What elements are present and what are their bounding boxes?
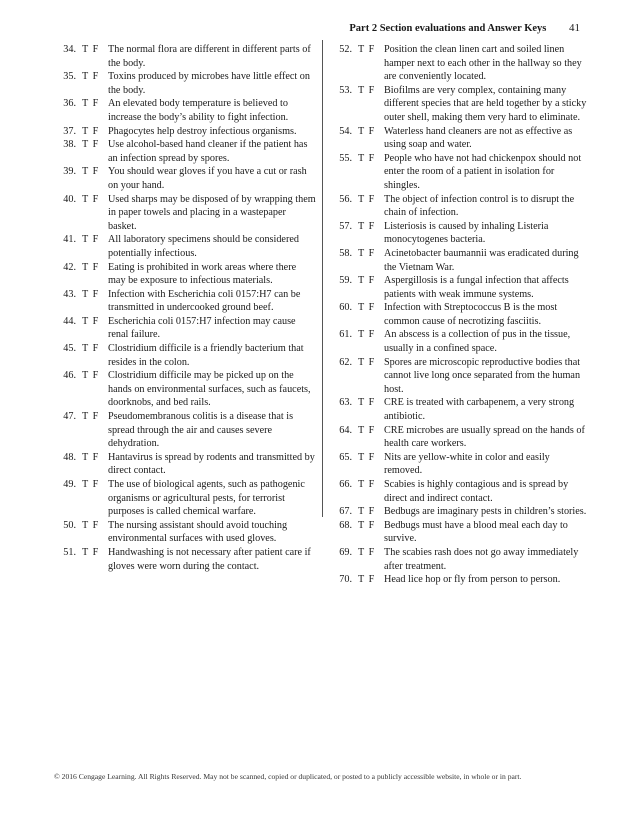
true-false-choices: T F: [358, 546, 375, 558]
question-item: [54, 478, 316, 519]
question-text: The normal flora are different in different parts of the body.: [108, 44, 311, 69]
question-number: 49.: [63, 479, 76, 490]
question-text: Handwashing is not necessary after patient care if gloves were worn during the contact.: [108, 546, 311, 572]
question-item: [330, 274, 588, 301]
question-item: [330, 546, 588, 573]
question-text: Nits are yellow-white in color and easily removed.: [384, 451, 550, 477]
true-false-choices: T F: [358, 247, 375, 259]
question-number: 50.: [63, 519, 76, 531]
question-number: 63.: [339, 397, 352, 409]
question-item: [330, 193, 588, 220]
question-text: Spores are microscopic reproductive bodies that cannot live long once separated from the human host.: [384, 356, 581, 395]
true-false-choices: T F: [358, 451, 375, 463]
question-text: Use alcohol-based hand cleaner if the patient has an infection spread by spores.: [108, 139, 308, 164]
question-text: The use of biological agents, such as pathogenic organisms or agricultural pests, for terrorist purposes is called chemical warfare.: [108, 479, 305, 518]
question-item: [54, 43, 316, 70]
question-number: 51.: [63, 546, 76, 558]
question-text: Escherichia coli 0157:H7 infection may cause renal failure.: [108, 315, 296, 341]
question-number: 46.: [63, 370, 76, 382]
question-item: [54, 288, 316, 315]
question-text: Scabies is highly contagious and is spread by direct and indirect contact.: [384, 479, 569, 504]
true-false-choices: T F: [358, 574, 375, 586]
true-false-choices: T F: [358, 356, 375, 368]
question-text: Eating is prohibited in work areas where there may be exposure to infectious materials.: [108, 261, 297, 287]
question-text: Head lice hop or fly from person to person.: [384, 574, 561, 586]
question-number: 56.: [339, 193, 352, 205]
true-false-choices: T F: [358, 479, 375, 490]
question-item: [330, 519, 588, 546]
question-text: You should wear gloves if you have a cut or rash on your hand.: [108, 166, 307, 191]
question-text: All laboratory specimens should be considered potentially infectious.: [108, 234, 299, 259]
true-false-choices: T F: [82, 234, 99, 246]
true-false-choices: T F: [358, 424, 375, 436]
question-number: 41.: [63, 234, 76, 246]
question-text: Waterless hand cleaners are not as effective as using soap and water.: [384, 125, 573, 151]
question-text: Pseudomembranous colitis is a disease that is spread through the air and causes severe dehydration.: [108, 411, 294, 450]
true-false-choices: T F: [358, 519, 375, 531]
question-number: 42.: [63, 261, 76, 273]
question-number: 47.: [63, 411, 76, 423]
question-number: 55.: [339, 152, 352, 164]
question-item: [330, 573, 588, 587]
question-text: Used sharps may be disposed of by wrapping them in paper towels and placing in a wastepaper basket.: [108, 193, 316, 232]
true-false-choices: T F: [358, 193, 375, 205]
true-false-choices: T F: [82, 288, 99, 300]
question-number: 38.: [63, 139, 76, 151]
question-text: The object of infection control is to disrupt the chain of infection.: [384, 193, 575, 219]
question-text: Bedbugs must have a blood meal each day to survive.: [384, 519, 568, 545]
question-text: The scabies rash does not go away immediately after treatment.: [384, 546, 579, 572]
question-item: [54, 125, 316, 139]
question-item: [54, 70, 316, 97]
true-false-choices: T F: [358, 275, 375, 287]
true-false-choices: T F: [82, 139, 99, 151]
question-item: [54, 138, 316, 165]
question-item: [330, 220, 588, 247]
question-text: Toxins produced by microbes have little effect on the body.: [108, 71, 310, 96]
question-item: [330, 451, 588, 478]
question-number: 60.: [339, 302, 352, 314]
question-number: 48.: [63, 451, 76, 463]
question-text: An elevated body temperature is believed to increase the body’s ability to fight infection.: [108, 98, 289, 123]
question-number: 70.: [339, 574, 352, 586]
question-number: 67.: [339, 506, 352, 518]
question-item: [54, 342, 316, 369]
true-false-choices: T F: [358, 397, 375, 409]
question-item: [54, 233, 316, 260]
true-false-choices: T F: [82, 343, 99, 355]
question-item: [330, 43, 588, 84]
question-number: 69.: [339, 546, 352, 558]
question-number: 66.: [339, 479, 352, 490]
true-false-choices: T F: [82, 98, 99, 110]
question-number: 65.: [339, 451, 352, 463]
true-false-choices: T F: [82, 519, 99, 531]
question-text: Position the clean linen cart and soiled linen hamper next to each other in the hallway so they are conveniently located.: [384, 44, 582, 83]
question-text: Bedbugs are imaginary pests in children’s stories.: [384, 506, 587, 518]
question-number: 37.: [63, 125, 76, 137]
question-text: Aspergillosis is a fungal infection that affects patients with weak immune systems.: [384, 275, 569, 300]
true-false-choices: T F: [82, 546, 99, 558]
question-text: People who have not had chickenpox should not enter the room of a patient in isolation for shingles.: [384, 152, 582, 191]
true-false-choices: T F: [358, 44, 375, 55]
true-false-choices: T F: [358, 302, 375, 314]
question-column-right: [330, 43, 588, 587]
true-false-choices: T F: [358, 125, 375, 137]
question-number: 34.: [63, 44, 76, 55]
question-number: 35.: [63, 71, 76, 83]
question-item: [330, 424, 588, 451]
question-item: [330, 125, 588, 152]
question-number: 52.: [339, 44, 352, 55]
question-item: [330, 328, 588, 355]
question-text: An abscess is a collection of pus in the tissue, usually in a confined space.: [384, 329, 571, 355]
true-false-choices: T F: [82, 411, 99, 423]
question-item: [330, 247, 588, 274]
question-number: 54.: [339, 125, 352, 137]
question-text: Infection with Streptococcus B is the most common cause of necrotizing fasciitis.: [384, 302, 558, 327]
question-number: 61.: [339, 329, 352, 341]
question-text: The nursing assistant should avoid touching environmental surfaces with used gloves.: [108, 519, 288, 545]
true-false-choices: T F: [358, 220, 375, 232]
true-false-choices: T F: [358, 506, 375, 518]
question-item: [330, 301, 588, 328]
question-number: 68.: [339, 519, 352, 531]
question-item: [54, 315, 316, 342]
question-item: [54, 410, 316, 451]
true-false-choices: T F: [358, 329, 375, 341]
question-item: [54, 451, 316, 478]
question-number: 57.: [339, 220, 352, 232]
true-false-choices: T F: [82, 261, 99, 273]
question-number: 58.: [339, 247, 352, 259]
question-item: [54, 261, 316, 288]
question-item: [54, 369, 316, 410]
question-column-left: [54, 43, 316, 573]
question-item: [330, 478, 588, 505]
true-false-choices: T F: [358, 152, 375, 164]
question-text: CRE microbes are usually spread on the hands of health care workers.: [384, 424, 585, 450]
question-item: [330, 396, 588, 423]
question-item: [330, 505, 588, 519]
question-number: 59.: [339, 275, 352, 287]
true-false-choices: T F: [82, 370, 99, 382]
true-false-choices: T F: [82, 125, 99, 137]
question-number: 43.: [63, 288, 76, 300]
question-number: 53.: [339, 84, 352, 96]
question-text: Acinetobacter baumannii was eradicated during the Vietnam War.: [384, 247, 579, 273]
column-divider: [322, 40, 323, 517]
question-item: [54, 193, 316, 234]
question-text: Clostridium difficile is a friendly bacterium that resides in the colon.: [108, 343, 304, 368]
question-number: 40.: [63, 193, 76, 205]
question-number: 44.: [63, 315, 76, 327]
true-false-choices: T F: [82, 315, 99, 327]
question-item: [54, 165, 316, 192]
question-text: CRE is treated with carbapenem, a very strong antibiotic.: [384, 397, 575, 423]
true-false-choices: T F: [82, 451, 99, 463]
question-number: 64.: [339, 424, 352, 436]
question-number: 39.: [63, 166, 76, 178]
question-item: [330, 152, 588, 193]
question-text: Hantavirus is spread by rodents and transmitted by direct contact.: [108, 451, 315, 477]
question-number: 62.: [339, 356, 352, 368]
section-title: Part 2 Section evaluations and Answer Keys: [349, 23, 547, 34]
true-false-choices: T F: [82, 44, 99, 55]
true-false-choices: T F: [358, 84, 375, 96]
page-number: 41: [569, 22, 580, 34]
true-false-choices: T F: [82, 193, 99, 205]
question-item: [54, 519, 316, 546]
true-false-choices: T F: [82, 479, 99, 490]
question-text: Clostridium difficile may be picked up on the hands on environmental surfaces, such as faucets, doorknobs, and bed rails.: [108, 370, 311, 409]
question-text: Phagocytes help destroy infectious organisms.: [108, 125, 297, 137]
question-item: [330, 84, 588, 125]
page-header: [0, 22, 580, 34]
question-item: [330, 356, 588, 397]
question-number: 36.: [63, 98, 76, 110]
question-item: [54, 97, 316, 124]
question-item: [54, 546, 316, 573]
question-text: Biofilms are very complex, containing many different species that are held together by a sticky outer shell, making them very hard to eliminate.: [384, 84, 587, 123]
question-text: Listeriosis is caused by inhaling Listeria monocytogenes bacteria.: [384, 220, 549, 246]
true-false-choices: T F: [82, 166, 99, 178]
copyright-footer: © 2016 Cengage Learning. All Rights Reserved. May not be scanned, copied or duplicated, or posted to a publicly accessible website, in whole or in part.: [54, 772, 522, 781]
true-false-choices: T F: [82, 71, 99, 83]
question-text: Infection with Escherichia coli 0157:H7 can be transmitted in undercooked ground beef.: [108, 288, 301, 314]
question-number: 45.: [63, 343, 76, 355]
